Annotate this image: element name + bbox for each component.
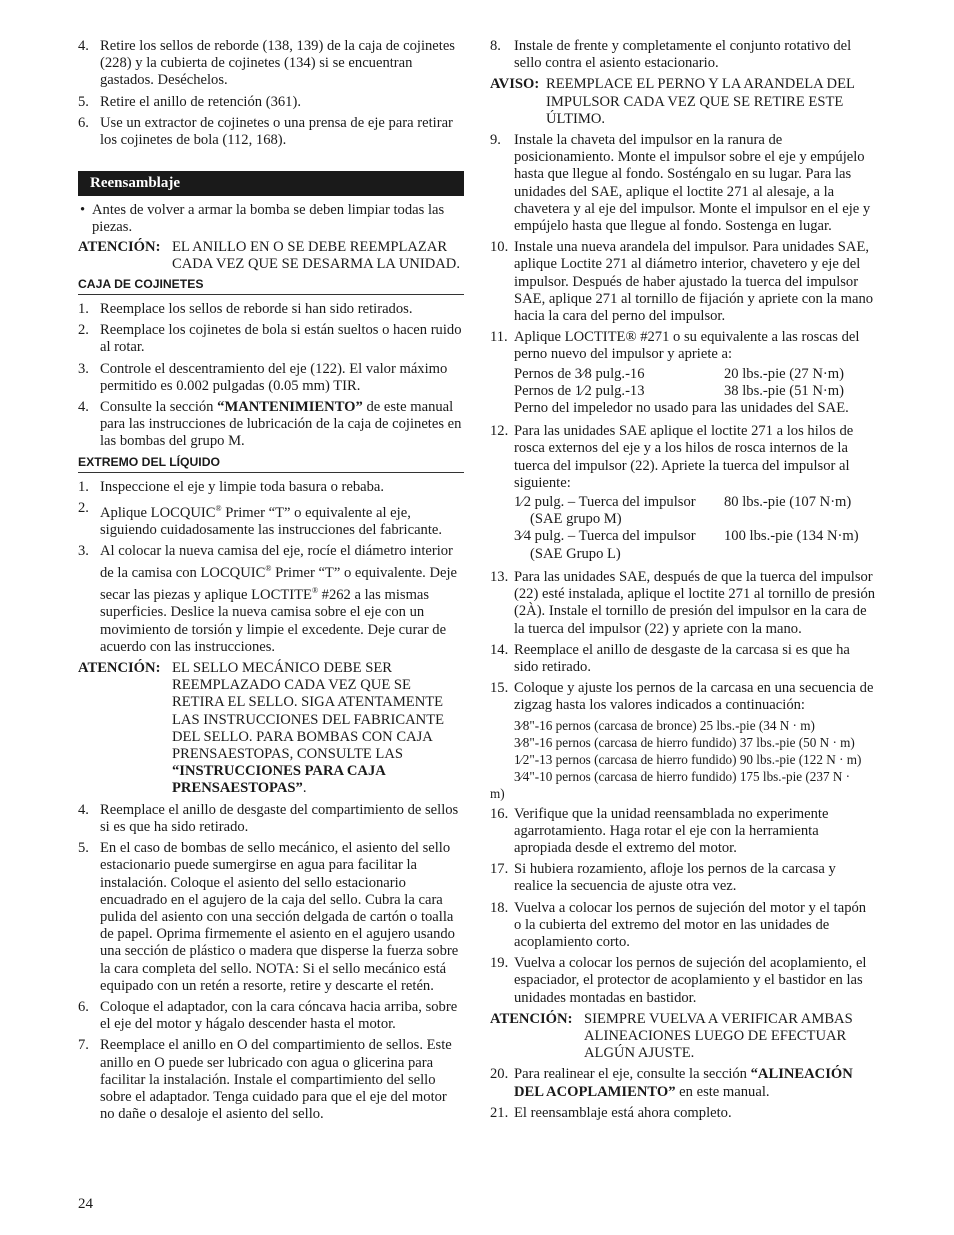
list-item: 3. Controle el descentramiento del eje (122). El valor máximo permitido es 0.002 pulgadas (0.05 mm) TIR.: [78, 360, 448, 394]
list-item: 6. Coloque el adaptador, con la cara cóncava hacia arriba, sobre el eje del motor y hágalo descender hasta el motor.: [78, 998, 458, 1033]
list-item: 1. Reemplace los sellos de reborde si han sido retirados.: [78, 301, 413, 318]
subheading-extremo-del-liquido: EXTREMO DEL LÍQUIDO: [78, 455, 464, 473]
list-item: 5. En el caso de bombas de sello mecánico, el asiento del sello estacionario puede sumergirse en agua para facilitar la instalación. Coloque el asiento del sello estacionario encuadrado en el agujero de la caja del sello. Cubra la cara pulida del asiento con una sección delgada de cartón o toalla de papel. Oprima firmemente el asiento en el agujero usando una sección de plástico o madera que disperse la fuerza sobre la cara completa del sello. NOTA: Si el sello mecánico está equipado con un retén a resorte, retire y descarte el retén.: [78, 840, 459, 994]
list-item: 15. Coloque y ajuste los pernos de la carcasa en una secuencia de zigzag hasta los valores indicados a continuación:: [490, 680, 874, 714]
torque-row: Pernos de 3⁄8 pulg.-16 20 lbs.-pie (27 N·m): [514, 365, 844, 382]
bullet-item: • Antes de volver a armar la bomba se deben limpiar todas las piezas.: [80, 202, 445, 236]
subheading-caja-de-cojinetes: CAJA DE COJINETES: [78, 277, 464, 295]
attention-note: ATENCIÓN: EL ANILLO EN O SE DEBE REEMPLAZAR CADA VEZ QUE SE DESARMA LA UNIDAD.: [78, 238, 460, 272]
list-item: 3. Al colocar la nueva camisa del eje, rocíe el diámetro interior de la camisa con LOCQUIC® Primer “T” o equivalente. Deje secar las piezas y aplique LOCTITE® #262 a las mismas superficies. Deslice la nueva camisa sobre el eje con un movimiento de torsión y limpie el excedente. Deje curar de acuerdo con las instrucciones.: [78, 543, 458, 655]
page-number: 24: [78, 1196, 93, 1212]
list-item: 4. Retire los sellos de reborde (138, 139) de la caja de cojinetes (228) y la cubierta de cojinetes (134) si se encuentran gastados. Deséchelos.: [78, 38, 455, 89]
list-item: 13. Para las unidades SAE, después de que la tuerca del impulsor (22) esté instalada, aplique el loctite 271 al tornillo de presión (2À). Instale el tornillo de presión del impulsor en la cara de la tuerca del impulsor (22) y apriete con la mano.: [490, 568, 876, 637]
list-item: 20. Para realinear el eje, consulte la sección “ALINEACIÓN DEL ACOPLAMIENTO” en este manual.: [490, 1066, 853, 1100]
attention-note: ATENCIÓN: EL SELLO MECÁNICO DEBE SER REEMPLAZADO CADA VEZ QUE SE RETIRA EL SELLO. SIGA ATENTAMENTE LAS INSTRUCCIONES DEL FABRICANTE DEL SELLO. PARA BOMBAS CON CAJA PRENSAESTOPAS, CONSULTE LAS “INSTRUCCIONES PARA CAJA PRENSAESTOPAS”.: [78, 660, 445, 797]
torque-row: Pernos de 1⁄2 pulg.-13 38 lbs.-pie (51 N·m): [514, 382, 844, 399]
list-item: 5. Retire el anillo de retención (361).: [78, 93, 301, 110]
list-item: 14. Reemplace el anillo de desgaste de la carcasa si es que ha sido retirado.: [490, 641, 850, 675]
right-column: [490, 38, 876, 1126]
bolt-torque-line-wrap: m): [490, 785, 505, 801]
section-title-reensamblaje: Reensamblaje: [78, 171, 464, 196]
torque-note: Perno del impeledor no usado para las unidades del SAE.: [514, 400, 849, 417]
list-item: 2. Aplique LOCQUIC® Primer “T” o equivalente al eje, siguiendo cuidadosamente las instrucciones del fabricante.: [78, 499, 443, 538]
list-item: 17. Si hubiera rozamiento, afloje los pernos de la carcasa y realice la secuencia de ajuste otra vez.: [490, 861, 836, 895]
list-item: 8. Instale de frente y completamente el conjunto rotativo del sello contra el asiento estacionario.: [490, 38, 852, 72]
torque-row: 1⁄2 pulg. – Tuerca del impulsor (SAE grupo M) 80 lbs.-pie (107 N·m): [514, 494, 852, 528]
bullet-icon: •: [80, 202, 86, 219]
list-item: 9. Instale la chaveta del impulsor en la ranura de posicionamiento. Monte el impulsor sobre el eje y empújelo hasta que llegue al fondo. Sosténgalo en su lugar. Para las unidades del SAE, aplique el loctite 271 al alesaje, a la chavetera y al eje del impulsor. Monte el impulsor en el eje y empújelo hasta que llegue al fondo. Sostenga en lugar.: [490, 132, 871, 235]
bolt-torque-line: 3⁄8"-16 pernos (carcasa de bronce) 25 lbs.-pie (34 N · m): [514, 717, 815, 733]
bolt-torque-line: 3⁄4"-10 pernos (carcasa de hierro fundido) 175 lbs.-pie (237 N ·: [514, 768, 851, 784]
list-item: 12. Para las unidades SAE aplique el loctite 271 a los hilos de rosca externos del eje y a los hilos de rosca internos de la tuerca del impulsor (22). Apriete la tuerca del impulsor al siguiente:: [490, 423, 854, 491]
bolt-torque-line: 1⁄2"-13 pernos (carcasa de hierro fundido) 90 lbs.-pie (122 N · m): [514, 751, 862, 767]
torque-row: 3⁄4 pulg. – Tuerca del impulsor (SAE Grupo L) 100 lbs.-pie (134 N·m): [514, 528, 859, 562]
list-item: 6. Use un extractor de cojinetes o una prensa de eje para retirar los cojinetes de bola (112, 168).: [78, 114, 453, 149]
left-column: [78, 38, 464, 1127]
list-item: 7. Reemplace el anillo en O del compartimiento de sellos. Este anillo en O puede ser lubricado con agua o glicerina para facilitar la instalación. Instale el compartimiento del sello sobre el adaptador. Tenga cuidado para que el eje del motor no dañe o desaloje el asiento del sello.: [78, 1037, 452, 1123]
list-item: 4. Reemplace el anillo de desgaste del compartimiento de sellos si es que ha sido retirado.: [78, 801, 459, 835]
list-item: 19. Vuelva a colocar los pernos de sujeción del acoplamiento, el espaciador, el protector de acoplamiento y el bastidor en las unidades montadas en bastidor.: [490, 955, 867, 1006]
list-item: 21. El reensamblaje está ahora completo.: [490, 1104, 732, 1121]
list-item: 16. Verifique que la unidad reensamblada no experimente agarrotamiento. Haga rotar el eje con la herramienta apropiada desde el extremo del motor.: [490, 805, 829, 856]
list-item: 4. Consulte la sección “MANTENIMIENTO” de este manual para las instrucciones de lubricación de la caja de cojinetes en las bombas del grupo M.: [78, 399, 462, 450]
attention-note: ATENCIÓN: SIEMPRE VUELVA A VERIFICAR AMBAS ALINEACIONES LUEGO DE EFECTUAR ALGÚN AJUSTE.: [490, 1010, 853, 1062]
list-item: 2. Reemplace los cojinetes de bola si están sueltos o hacen ruido al rotar.: [78, 322, 462, 356]
list-item: 10. Instale una nueva arandela del impulsor. Para unidades SAE, aplique Loctite 271 al diámetro interior, chavetero y eje del impulsor. Después de haber ajustado la tuerca del impulsor SAE, aplique 271 al tornillo de fijación y apriete con la mano hacia la cara del perno del impulsor.: [490, 239, 874, 325]
list-item: 11. Aplique LOCTITE® #271 o su equivalente a las roscas del perno nuevo del impulsor y apriete a:: [490, 329, 860, 363]
list-item: 1. Inspeccione el eje y limpie toda basura o rebaba.: [78, 478, 385, 495]
list-item: 18. Vuelva a colocar los pernos de sujeción del motor y el tapón o la cubierta del extremo del motor en las unidades de acoplamiento corto.: [490, 899, 867, 950]
bolt-torque-line: 3⁄8"-16 pernos (carcasa de hierro fundido) 37 lbs.-pie (50 N · m): [514, 734, 855, 750]
warning-note: AVISO: REEMPLACE EL PERNO Y LA ARANDELA DEL IMPULSOR CADA VEZ QUE SE RETIRE ESTE ÚLTIMO.: [490, 76, 855, 127]
